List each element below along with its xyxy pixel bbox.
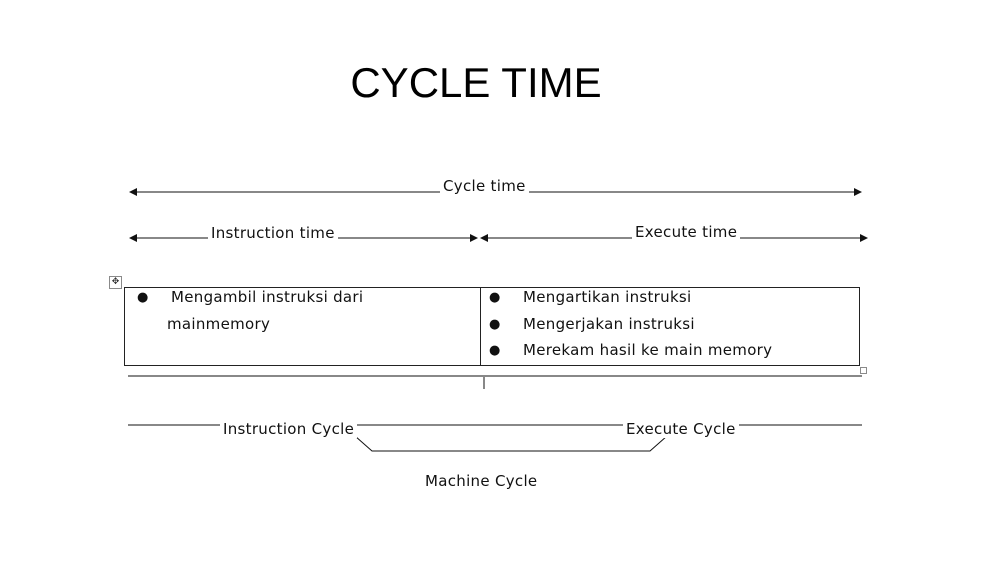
bullet-icon: ● — [489, 317, 501, 332]
slide-title: CYCLE TIME — [350, 59, 602, 106]
cycle-table — [124, 287, 860, 366]
table-cell-instruction — [125, 288, 481, 365]
machine-cycle-bracket — [355, 436, 667, 451]
table-cell-execute — [481, 288, 859, 365]
table-item-right-1: Mengartikan instruksi — [523, 288, 692, 306]
execute-time-label: Execute time — [632, 223, 740, 241]
table-resize-handle[interactable] — [860, 367, 867, 374]
instruction-time-label: Instruction time — [208, 224, 338, 242]
bullet-icon: ● — [137, 290, 149, 305]
table-item-left-1: Mengambil instruksi dari — [171, 288, 364, 306]
table-item-right-2: Mengerjakan instruksi — [523, 315, 695, 333]
cycle-time-label: Cycle time — [440, 177, 529, 195]
table-item-left-2: mainmemory — [167, 315, 271, 333]
execute-cycle-label: Execute Cycle — [623, 420, 739, 438]
bullet-icon: ● — [489, 343, 501, 358]
machine-cycle-label: Machine Cycle — [422, 472, 540, 490]
table-move-handle-icon[interactable]: ✥ — [109, 276, 122, 289]
table-item-right-3: Merekam hasil ke main memory — [523, 341, 773, 359]
instruction-cycle-label: Instruction Cycle — [220, 420, 357, 438]
bullet-icon: ● — [489, 290, 501, 305]
